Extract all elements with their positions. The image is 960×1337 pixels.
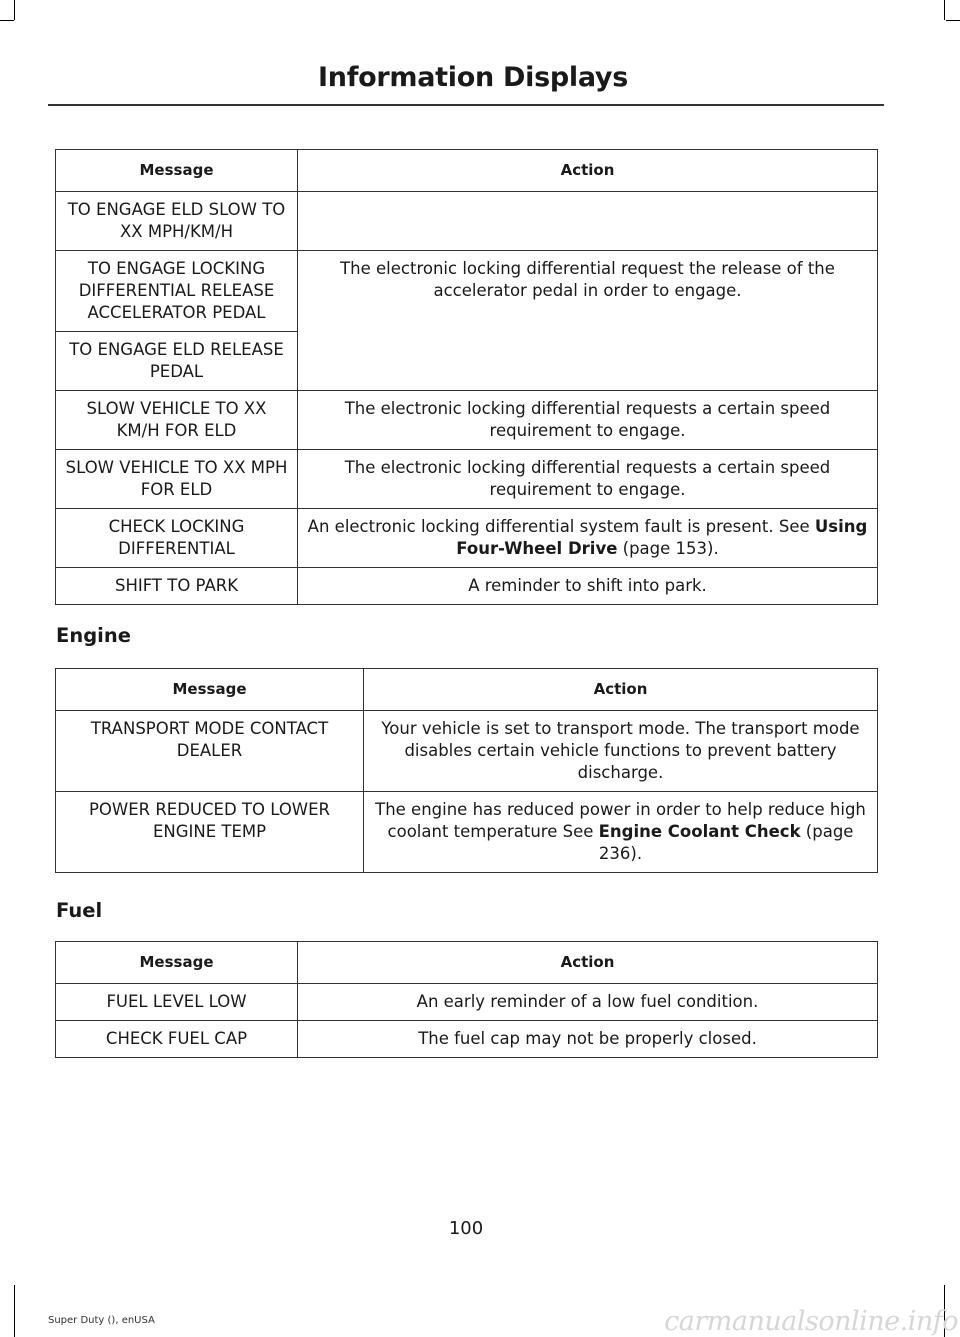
message-cell: FUEL LEVEL LOW <box>56 984 298 1021</box>
table-header-row <box>56 150 878 192</box>
action-text: An electronic locking differential system fault is present. See <box>307 517 810 536</box>
action-cell: The electronic locking differential requests a certain speed requirement to engage. <box>298 450 878 509</box>
message-cell: POWER REDUCED TO LOWER ENGINE TEMP <box>56 792 364 873</box>
table-row <box>56 568 878 605</box>
message-column-header: Message <box>56 150 298 192</box>
crop-mark <box>14 0 15 20</box>
action-cell <box>364 792 878 873</box>
action-cell: An early reminder of a low fuel condition. <box>298 984 878 1021</box>
cross-reference-link[interactable]: Using Four-Wheel Drive <box>456 517 868 558</box>
table-row <box>56 792 878 873</box>
action-cell: A reminder to shift into park. <box>298 568 878 605</box>
table-row <box>56 984 878 1021</box>
fuel-heading: Fuel <box>56 899 103 922</box>
table-row <box>56 251 878 332</box>
table-row <box>56 509 878 568</box>
watermark: carmanualsonline.info <box>664 1306 958 1337</box>
action-column-header: Action <box>298 942 878 984</box>
message-cell: SHIFT TO PARK <box>56 568 298 605</box>
footer-text: Super Duty (), enUSA <box>48 1315 155 1326</box>
crop-mark <box>14 1285 15 1337</box>
page-title: Information Displays <box>318 62 628 93</box>
action-cell: Your vehicle is set to transport mode. The transport mode disables certain vehicle functions to prevent battery discharge. <box>364 711 878 792</box>
action-cell: The electronic locking differential requests a certain speed requirement to engage. <box>298 391 878 450</box>
page-number: 100 <box>448 1218 484 1239</box>
cross-reference-link[interactable]: Engine Coolant Check <box>598 822 801 841</box>
action-cell: The electronic locking differential request the release of the accelerator pedal in order to engage. <box>298 251 878 391</box>
action-cell <box>298 192 878 251</box>
table-row <box>56 711 878 792</box>
crop-mark <box>946 20 960 21</box>
crop-mark <box>0 20 14 21</box>
message-cell: TO ENGAGE LOCKING DIFFERENTIAL RELEASE ACCELERATOR PEDAL <box>56 251 298 332</box>
message-column-header: Message <box>56 669 364 711</box>
message-column-header: Message <box>56 942 298 984</box>
action-cell <box>298 509 878 568</box>
table-row <box>56 391 878 450</box>
eld-messages-table <box>55 149 878 605</box>
page-reference: (page 153). <box>617 539 719 558</box>
engine-messages-table <box>55 668 878 873</box>
table-row <box>56 192 878 251</box>
message-cell: TO ENGAGE ELD SLOW TO XX MPH/KM/H <box>56 192 298 251</box>
message-cell: CHECK FUEL CAP <box>56 1021 298 1058</box>
message-cell: SLOW VEHICLE TO XX KM/H FOR ELD <box>56 391 298 450</box>
action-text: The engine has reduced power in order to help reduce high coolant temperature See <box>375 800 866 841</box>
action-cell: The fuel cap may not be properly closed. <box>298 1021 878 1058</box>
engine-heading: Engine <box>56 624 131 647</box>
crop-mark <box>944 0 945 20</box>
table-header-row <box>56 942 878 984</box>
message-cell: CHECK LOCKING DIFFERENTIAL <box>56 509 298 568</box>
message-cell: SLOW VEHICLE TO XX MPH FOR ELD <box>56 450 298 509</box>
message-cell: TRANSPORT MODE CONTACT DEALER <box>56 711 364 792</box>
table-row <box>56 450 878 509</box>
page-reference: (page 236). <box>598 822 854 863</box>
message-cell: TO ENGAGE ELD RELEASE PEDAL <box>56 332 298 391</box>
table-header-row <box>56 669 878 711</box>
table-row <box>56 1021 878 1058</box>
action-column-header: Action <box>364 669 878 711</box>
header-divider <box>48 104 884 106</box>
action-column-header: Action <box>298 150 878 192</box>
fuel-messages-table <box>55 941 878 1058</box>
